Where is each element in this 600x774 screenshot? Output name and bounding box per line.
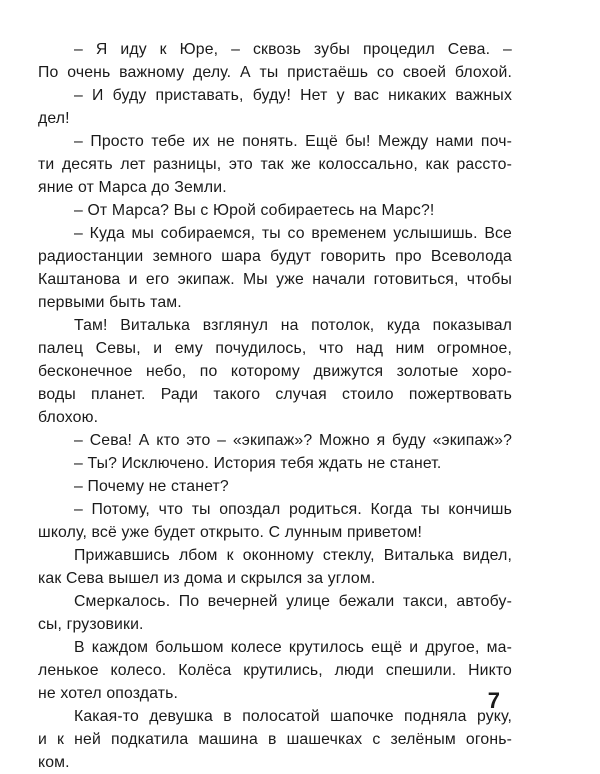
text-line: не хотел опоздать.: [38, 685, 179, 702]
text-line: ти десять лет разницы, это так же колоссально, как рассто-: [38, 156, 512, 173]
text-line: палец Севы, и ему почудилось, что над ним огромное,: [38, 340, 512, 357]
text-line: как Сева вышел из дома и скрылся за углом.: [38, 570, 376, 587]
text-line: воды планет. Ради такого случая стоило пожертвовать: [38, 386, 512, 403]
text-line: первыми быть там.: [38, 294, 182, 311]
text-line: Прижавшись лбом к оконному стеклу, Виталька видел,: [74, 547, 512, 564]
text-line: блохою.: [38, 409, 99, 426]
text-line: – И буду приставать, буду! Нет у вас никаких важных: [74, 87, 512, 104]
text-line: По очень важному делу. А ты пристаёшь со своей блохой.: [38, 64, 512, 81]
text-line: бесконечное небо, по которому движутся золотые хоро-: [38, 363, 512, 380]
text-line: – Куда мы собираемся, ты со временем услышишь. Все: [74, 225, 512, 242]
text-line: радиостанции земного шара будут говорить про Всеволода: [38, 248, 512, 265]
text-line: – От Марса? Вы с Юрой собираетесь на Марс?!: [74, 202, 435, 219]
text-line: и к ней подкатила машина в шашечках с зелёным огонь-: [38, 731, 512, 748]
page-number: 7: [487, 688, 500, 713]
text-line: ком.: [38, 754, 70, 771]
text-line: – Ты? Исключено. История тебя ждать не станет.: [74, 455, 442, 472]
text-line: Смеркалось. По вечерней улице бежали такси, автобу-: [74, 593, 512, 610]
text-line: В каждом большом колесе крутилось ещё и другое, ма-: [74, 639, 512, 656]
page-text: [38, 38, 512, 774]
text-line: – Почему не станет?: [74, 478, 229, 495]
text-line: дел!: [38, 110, 70, 127]
text-line: яние от Марса до Земли.: [38, 179, 227, 196]
text-line: Каштанова и его экипаж. Мы уже начали готовиться, чтобы: [38, 271, 512, 288]
text-line: – Потому, что ты опоздал родиться. Когда ты кончишь: [74, 501, 512, 518]
text-line: – Сева! А кто это – «экипаж»? Можно я буду «экипаж»?: [74, 432, 512, 449]
text-line: школу, всё уже будет открыто. С лунным приветом!: [38, 524, 423, 541]
text-line: – Просто тебе их не понять. Ещё бы! Между нами поч-: [74, 133, 512, 150]
text-line: Там! Виталька взглянул на потолок, куда показывал: [74, 317, 512, 334]
text-line: сы, грузовики.: [38, 616, 144, 633]
text-line: ленькое колесо. Колёса крутились, люди спешили. Никто: [38, 662, 512, 679]
text-line: Какая-то девушка в полосатой шапочке подняла руку,: [74, 708, 512, 725]
text-line: – Я иду к Юре, – сквозь зубы процедил Сева. –: [74, 41, 512, 58]
